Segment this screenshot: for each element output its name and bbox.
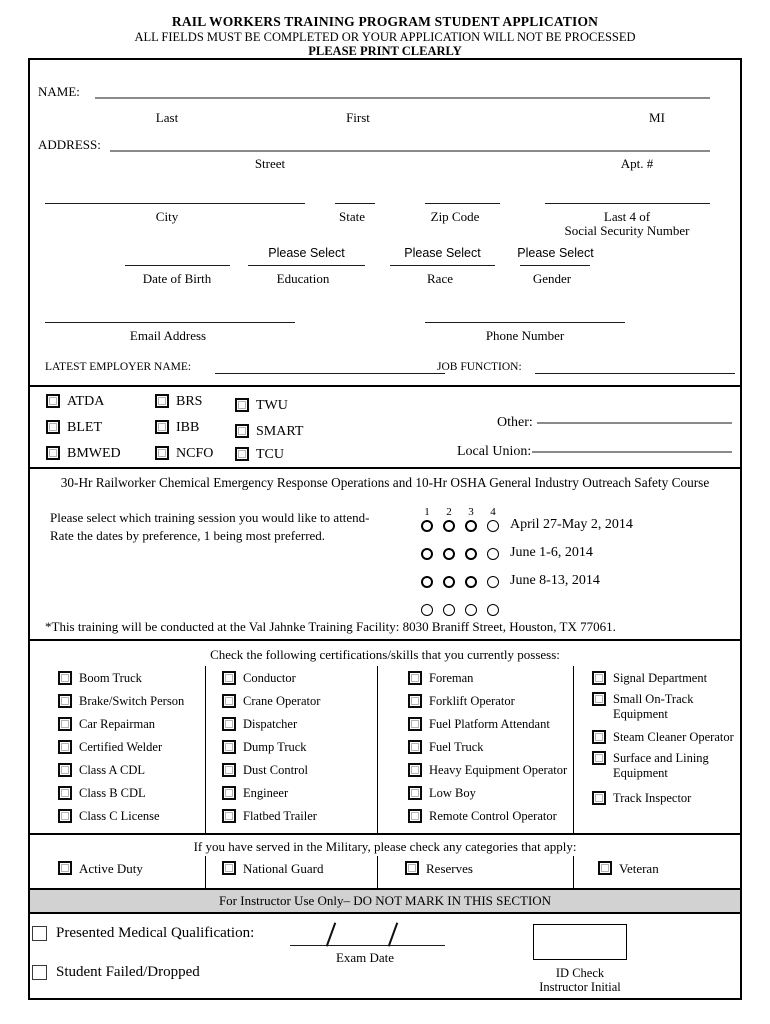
zip-label: Zip Code	[430, 209, 480, 224]
military-header: If you have served in the Military, please check any categories that apply:	[193, 839, 577, 854]
cert-label: Heavy Equipment Operator	[429, 763, 568, 777]
session-1-label: April 27-May 2, 2014	[510, 517, 633, 532]
cert-label: Engineer	[243, 786, 289, 800]
column-divider	[573, 666, 574, 833]
section-training	[30, 467, 740, 639]
session-3-rank-4-radio[interactable]	[487, 576, 499, 588]
checkbox-heavy-equipment-operator[interactable]	[408, 763, 422, 777]
address-label: ADDRESS:	[38, 137, 101, 152]
checkbox-track-inspector[interactable]	[592, 791, 606, 805]
ssn-last4-input-line[interactable]	[545, 203, 710, 204]
checkbox-veteran[interactable]	[598, 861, 612, 875]
job-function-input-line[interactable]	[535, 373, 735, 374]
gender-select[interactable]: Please Select	[517, 246, 594, 260]
phone-label: Phone Number	[485, 328, 565, 343]
checkbox-dump-truck[interactable]	[222, 740, 236, 754]
military-label: Active Duty	[79, 861, 143, 876]
form-print-note: PLEASE PRINT CLEARLY	[308, 44, 462, 58]
session-1-rank-1-radio[interactable]	[421, 520, 433, 532]
cert-label: Conductor	[243, 671, 296, 685]
session-3-rank-2-radio[interactable]	[443, 576, 455, 588]
checkbox-foreman[interactable]	[408, 671, 422, 685]
checkbox-signal-department[interactable]	[592, 671, 606, 685]
section-military	[30, 833, 740, 888]
checkbox-fuel-truck[interactable]	[408, 740, 422, 754]
checkbox-conductor[interactable]	[222, 671, 236, 685]
session-1-rank-2-radio[interactable]	[443, 520, 455, 532]
military-label: Veteran	[619, 861, 659, 876]
cert-label: Dispatcher	[243, 717, 298, 731]
race-input-line[interactable]	[390, 265, 495, 266]
section-instructor-bar	[30, 888, 740, 912]
name-mi-label: MI	[649, 110, 665, 125]
union-label: IBB	[176, 420, 200, 435]
checkbox-dust-control[interactable]	[222, 763, 236, 777]
checkbox-surface-and-lining-equipment[interactable]	[592, 751, 606, 765]
session-1-rank-4-radio[interactable]	[487, 520, 499, 532]
military-label: National Guard	[243, 861, 324, 876]
session-4-rank-2-radio[interactable]	[443, 604, 455, 616]
education-input-line[interactable]	[248, 265, 365, 266]
course-title: 30-Hr Railworker Chemical Emergency Response Operations and 10-Hr OSHA General Industry Outreach Safety Course	[60, 475, 710, 490]
union-label: BMWED	[67, 446, 121, 461]
checkbox-smart[interactable]	[235, 424, 249, 438]
cert-label: Class B CDL	[79, 786, 146, 800]
checkbox-class-a-cdl[interactable]	[58, 763, 72, 777]
education-select[interactable]: Please Select	[268, 246, 345, 260]
checkbox-flatbed-trailer[interactable]	[222, 809, 236, 823]
session-2-rank-3-radio[interactable]	[465, 548, 477, 560]
name-input-line[interactable]	[95, 97, 710, 99]
id-check-label: ID Check	[555, 966, 605, 980]
section-instructor-use	[30, 912, 740, 998]
gender-label: Gender	[532, 271, 572, 286]
cert-label: Dump Truck	[243, 740, 307, 754]
union-label: TCU	[256, 447, 284, 462]
rank-header-3: 3	[468, 506, 474, 518]
checkbox-forklift-operator[interactable]	[408, 694, 422, 708]
state-label: State	[339, 209, 365, 224]
form-title: RAIL WORKERS TRAINING PROGRAM STUDENT APPLICATION	[171, 14, 599, 29]
section-certifications	[30, 639, 740, 833]
cert-label: Remote Control Operator	[429, 809, 557, 823]
instructor-bar-title: For Instructor Use Only– DO NOT MARK IN THIS SECTION	[218, 893, 552, 908]
race-label: Race	[427, 271, 453, 286]
training-instructions-line1: Please select which training session you would like to attend-	[50, 510, 370, 525]
address-input-line[interactable]	[110, 150, 710, 152]
training-instructions-line2: Rate the dates by preference, 1 being most preferred.	[50, 528, 326, 543]
dob-label: Date of Birth	[142, 271, 212, 286]
cert-label: Dust Control	[243, 763, 308, 777]
rank-header-2: 2	[446, 506, 452, 518]
session-2-label: June 1-6, 2014	[510, 545, 593, 560]
column-divider	[377, 666, 378, 833]
instructor-initial-label: Instructor Initial	[539, 980, 621, 994]
cert-label: Flatbed Trailer	[243, 809, 317, 823]
other-union-label: Other:	[497, 415, 533, 430]
local-union-label: Local Union:	[457, 444, 532, 459]
checkbox-car-repairman[interactable]	[58, 717, 72, 731]
cert-label: Surface and Lining Equipment	[613, 751, 709, 780]
street-label: Street	[254, 156, 286, 171]
cert-label: Brake/Switch Person	[79, 694, 185, 708]
cert-label: Class C License	[79, 809, 160, 823]
cert-label: Fuel Platform Attendant	[429, 717, 550, 731]
rank-header-1: 1	[424, 506, 430, 518]
cert-label: Certified Welder	[79, 740, 163, 754]
checkbox-brake-switch-person[interactable]	[58, 694, 72, 708]
union-label: TWU	[256, 398, 288, 413]
checkbox-blet[interactable]	[46, 420, 60, 434]
checkbox-remote-control-operator[interactable]	[408, 809, 422, 823]
zip-input-line[interactable]	[425, 203, 500, 204]
checkbox-fuel-platform-attendant[interactable]	[408, 717, 422, 731]
column-divider	[205, 856, 206, 888]
job-function-label: JOB FUNCTION:	[437, 361, 522, 373]
cert-label: Low Boy	[429, 786, 476, 800]
session-3-label: June 8-13, 2014	[510, 573, 600, 588]
ssn-label-line2: Social Security Number	[564, 223, 690, 238]
checkbox-tcu[interactable]	[235, 447, 249, 461]
column-divider	[573, 856, 574, 888]
name-label: NAME:	[38, 84, 80, 99]
column-divider	[377, 856, 378, 888]
student-failed-label: Student Failed/Dropped	[56, 964, 200, 980]
checkbox-class-b-cdl[interactable]	[58, 786, 72, 800]
name-first-label: First	[346, 110, 370, 125]
checkbox-national-guard[interactable]	[222, 861, 236, 875]
checkbox-ibb[interactable]	[155, 420, 169, 434]
cert-label: Small On-Track Equipment	[613, 692, 694, 721]
union-label: BLET	[67, 420, 102, 435]
employer-label: LATEST EMPLOYER NAME:	[45, 361, 192, 373]
session-4-rank-3-radio[interactable]	[465, 604, 477, 616]
training-location-note: *This training will be conducted at the Val Jahnke Training Facility: 8030 Braniff Street, Houston, TX 77061.	[45, 619, 616, 634]
race-select[interactable]: Please Select	[404, 246, 481, 260]
city-input-line[interactable]	[45, 203, 305, 204]
email-label: Email Address	[129, 328, 207, 343]
employer-input-line[interactable]	[215, 373, 445, 374]
medical-qualification-label: Presented Medical Qualification:	[56, 925, 255, 941]
ssn-label-line1: Last 4 of	[603, 209, 651, 224]
checkbox-reserves[interactable]	[405, 861, 419, 875]
email-input-line[interactable]	[45, 322, 295, 323]
checkbox-active-duty[interactable]	[58, 861, 72, 875]
cert-label: Crane Operator	[243, 694, 321, 708]
cert-label: Car Repairman	[79, 717, 156, 731]
checkbox-presented-medical-qualification[interactable]	[32, 926, 47, 941]
session-4-rank-4-radio[interactable]	[487, 604, 499, 616]
form-body	[28, 58, 742, 1000]
cert-label: Boom Truck	[79, 671, 142, 685]
military-label: Reserves	[426, 861, 473, 876]
cert-label: Class A CDL	[79, 763, 145, 777]
union-label: SMART	[256, 424, 304, 439]
date-separator-slash	[326, 922, 336, 946]
other-union-input-line[interactable]	[537, 422, 732, 424]
checkbox-low-boy[interactable]	[408, 786, 422, 800]
exam-date-label: Exam Date	[335, 950, 395, 965]
checkbox-ncfo[interactable]	[155, 446, 169, 460]
checkbox-steam-cleaner-operator[interactable]	[592, 730, 606, 744]
cert-label: Track Inspector	[613, 791, 692, 805]
checkbox-bmwed[interactable]	[46, 446, 60, 460]
session-1-rank-3-radio[interactable]	[465, 520, 477, 532]
certifications-header: Check the following certifications/skills that you currently possess:	[210, 647, 560, 662]
name-last-label: Last	[155, 110, 179, 125]
exam-date-input-line[interactable]	[290, 945, 445, 946]
checkbox-dispatcher[interactable]	[222, 717, 236, 731]
union-label: NCFO	[176, 446, 214, 461]
section-union	[30, 385, 740, 467]
section-personal-info	[30, 60, 740, 385]
form-subtitle: ALL FIELDS MUST BE COMPLETED OR YOUR APPLICATION WILL NOT BE PROCESSED	[134, 30, 636, 44]
column-divider	[205, 666, 206, 833]
checkbox-small-on-track-equipment[interactable]	[592, 692, 606, 706]
checkbox-class-c-license[interactable]	[58, 809, 72, 823]
apt-label: Apt. #	[620, 156, 654, 171]
checkbox-atda[interactable]	[46, 394, 60, 408]
checkbox-boom-truck[interactable]	[58, 671, 72, 685]
session-4-rank-1-radio[interactable]	[421, 604, 433, 616]
union-label: ATDA	[67, 394, 105, 409]
checkbox-student-failed-dropped[interactable]	[32, 965, 47, 980]
checkbox-brs[interactable]	[155, 394, 169, 408]
state-input-line[interactable]	[335, 203, 375, 204]
cert-label: Fuel Truck	[429, 740, 484, 754]
city-label: City	[155, 209, 179, 224]
gender-input-line[interactable]	[520, 265, 590, 266]
checkbox-engineer[interactable]	[222, 786, 236, 800]
cert-label: Foreman	[429, 671, 474, 685]
date-separator-slash	[388, 922, 398, 946]
local-union-input-line[interactable]	[532, 451, 732, 453]
session-3-rank-1-radio[interactable]	[421, 576, 433, 588]
session-3-rank-3-radio[interactable]	[465, 576, 477, 588]
education-label: Education	[276, 271, 330, 286]
session-2-rank-1-radio[interactable]	[421, 548, 433, 560]
dob-input-line[interactable]	[125, 265, 230, 266]
cert-label: Signal Department	[613, 671, 708, 685]
checkbox-certified-welder[interactable]	[58, 740, 72, 754]
union-label: BRS	[176, 394, 203, 409]
session-2-rank-2-radio[interactable]	[443, 548, 455, 560]
cert-label: Steam Cleaner Operator	[613, 730, 734, 744]
phone-input-line[interactable]	[425, 322, 625, 323]
cert-label: Forklift Operator	[429, 694, 515, 708]
instructor-initial-box[interactable]	[533, 924, 627, 960]
checkbox-twu[interactable]	[235, 398, 249, 412]
session-2-rank-4-radio[interactable]	[487, 548, 499, 560]
rank-header-4: 4	[490, 506, 496, 518]
checkbox-crane-operator[interactable]	[222, 694, 236, 708]
